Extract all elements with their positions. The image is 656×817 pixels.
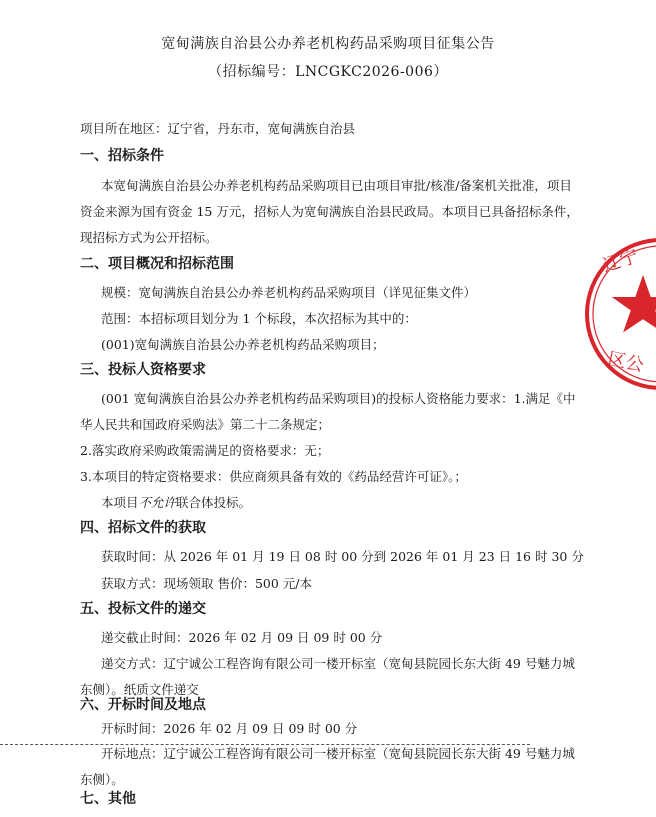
paragraph-line: 获取时间：从 2026 年 01 月 19 日 08 时 00 分到 2026 年 01 月 23 日 16 时 30 分 [101, 549, 584, 564]
consortium-note [101, 495, 251, 511]
paragraph-line: 开标时间：2026 年 02 月 09 日 09 时 00 分 [101, 721, 358, 736]
paragraph-line: 现招标方式为公开招标。 [80, 230, 218, 245]
section-heading-tender-conditions: 一、招标条件 [80, 148, 164, 164]
section-heading-document-acquisition: 四、招标文件的获取 [80, 520, 206, 536]
consortium-note-end: 联合体投标。 [176, 495, 252, 510]
consortium-note-start: 本项目 [101, 495, 139, 510]
scan-artifact-line [0, 744, 530, 745]
section-heading-bidder-qualifications: 三、投标人资格要求 [80, 362, 206, 378]
project-location: 项目所在地区：辽宁省，丹东市，宽甸满族自治县 [80, 121, 356, 136]
consortium-note-emphasis: 不允许 [138, 495, 177, 510]
section-heading-other: 七、其他 [80, 791, 136, 807]
paragraph-line: 3.本项目的特定资格要求：供应商须具备有效的《药品经营许可证》。； [80, 469, 467, 484]
paragraph-line: 范围：本招标项目划分为 1 个标段，本次招标为其中的： [101, 311, 417, 326]
paragraph-line: 华人民共和国政府采购法》第二十二条规定； [80, 417, 331, 432]
official-seal [583, 236, 656, 396]
seal-star-icon [615, 278, 656, 330]
paragraph-line: 资金来源为国有资金 15 万元，招标人为宽甸满族自治县民政局。本项目已具备招标条件， [80, 204, 579, 219]
paragraph-line: (001 宽甸满族自治县公办养老机构药品采购项目)的投标人资格能力要求：1.满足《中 [101, 391, 576, 406]
paragraph-line: 开标地点：辽宁诚公工程咨询有限公司一楼开标室（宽甸县院园长东大街 49 号魅力城 [101, 746, 575, 761]
section-heading-bid-submission: 五、投标文件的递交 [80, 601, 206, 617]
paragraph-line: 递交截止时间：2026 年 02 月 09 日 09 时 00 分 [101, 630, 383, 645]
seal-text-bottom: 区公 [605, 348, 646, 377]
paragraph-line: 东侧）。纸质文件递交 [80, 682, 199, 697]
paragraph-line: (001)宽甸满族自治县公办养老机构药品采购项目； [101, 337, 385, 352]
paragraph-line: 获取方式：现场领取 售价：500 元/本 [101, 576, 313, 591]
paragraph-line: 2.落实政府采购政策需满足的资格要求：无； [80, 443, 330, 458]
paragraph-line: 递交方式：辽宁诚公工程咨询有限公司一楼开标室（宽甸县院园长东大街 49 号魅力城 [101, 656, 575, 671]
paragraph-line: 东侧）。 [80, 772, 124, 787]
seal-text-top: 辽宁 [600, 245, 641, 277]
section-heading-bid-opening: 六、开标时间及地点 [80, 697, 206, 713]
paragraph-line: 规模：宽甸满族自治县公办养老机构药品采购项目（详见征集文件） [101, 285, 477, 300]
bid-number: （招标编号：LNCGKC2026-006） [208, 64, 448, 80]
section-heading-project-overview: 二、项目概况和招标范围 [80, 256, 234, 272]
document-title: 宽甸满族自治县公办养老机构药品采购项目征集公告 [161, 36, 495, 52]
paragraph-line: 本宽甸满族自治县公办养老机构药品采购项目已由项目审批/核准/备案机关批准，项目 [101, 178, 572, 193]
